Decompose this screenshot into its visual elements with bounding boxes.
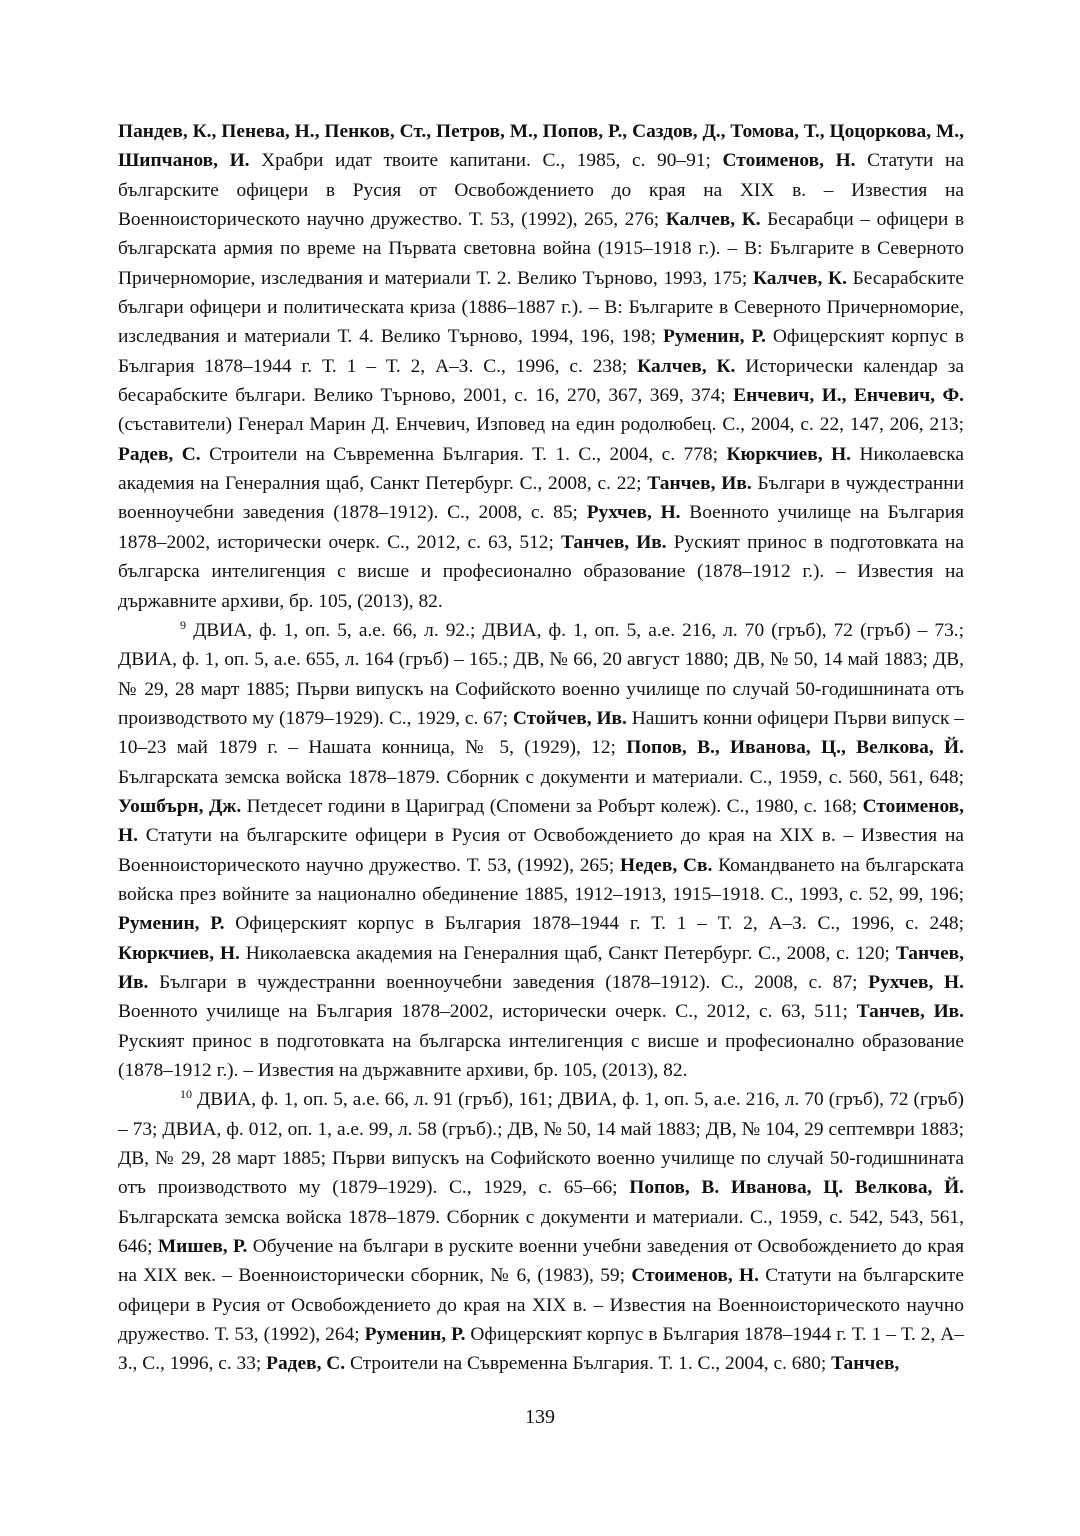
author-name: Руменин, Р. — [663, 326, 766, 348]
citation-text: Статути на българските офицери в Русия от Освобождението до края на XIX в. – Известия на Военноисторическото научно дружество. Т. 53, (1992), 265; — [118, 825, 964, 876]
author-name: Калчев, К. — [665, 209, 761, 231]
author-name: Калчев, К. — [752, 267, 847, 289]
footnote-9 — [118, 616, 964, 1086]
author-name: Стоименов, Н. — [722, 150, 856, 172]
citation-text: (съставители) Генерал Марин Д. Енчевич, Изповед на един родолюбец. С., 2004, с. 22, 147, 206, 213; — [118, 414, 964, 436]
citation-text: Командването на българската войска през войните за национално обединение 1885, 1912–1913, 1915–1918. С., 1993, с. 52, 99, 196; — [118, 854, 964, 905]
author-name: Стойчев, Ив. — [512, 707, 627, 729]
citation-text: Храбри идат твоите капитани. С., 1985, с. 90–91; — [249, 150, 723, 172]
author-name: Стоименов, Н. — [118, 795, 964, 847]
citation-text: Николаевска академия на Генералния щаб, Санкт Петербург. С., 2008, с. 22; — [118, 443, 965, 495]
citation-text: Българската земска войска 1878–1879. Сборник с документи и материали. С., 1959, с. 542, 543, 561, 646; — [118, 1206, 964, 1258]
author-name: Стоименов, Н. — [631, 1265, 759, 1287]
author-name: Мишев, Р. — [157, 1236, 248, 1258]
citation-text: Статути на българските офицери в Русия от Освобождението до края на XIX в. – Известия на Военноисторическото научно дружество. Т. 53, (1992), 264; — [118, 1265, 964, 1346]
citation-text: Строители на Съвременна България. Т. 1. С., 2004, с. 778; — [200, 443, 727, 465]
page-number: 139 — [525, 1406, 555, 1428]
footnote-number: 9 — [180, 617, 186, 632]
author-name: Танчев, Ив. — [118, 942, 964, 993]
citation-text: Руският принос в подготовката на българска интелигенция с висше и професионално образование (1878–1912 г.). – Известия на държавните архиви, бр. 105, (2013), 82. — [118, 531, 964, 612]
footnote-10 — [118, 1085, 964, 1378]
citation-text: Военното училище на България 1878–2002, исторически очерк. С., 2012, с. 63, 512; — [118, 502, 964, 553]
citation-text: ДВИА, ф. 1, оп. 5, а.е. 66, л. 91 (гръб), 161; ДВИА, ф. 1, оп. 5, а.е. 216, л. 70 (гръб), 72 (гръб) – 73; ДВИА, ф. 012, оп. 1, а.е. 99, л. 58 (гръб).; ДВ, № 50, 14 май 1883; ДВ, № 104, 29 септември 1883; ДВ, № 29, 28 март 1885; Първи випускъ на Софийското военно училище по случай 50-годишнината отъ производството му (1879–1929). С., 1929, с. 65–66; — [118, 1089, 964, 1199]
author-name: Енчевич, И., Енчевич, Ф. — [733, 385, 964, 407]
citation-text: Българи в чуждестранни военноучебни заведения (1878–1912). С., 2008, с. 87; — [148, 971, 869, 993]
citation-text: Статути на българските офицери в Русия от Освобождението до края на XIX в. – Известия на Военноисторическото научно дружество. Т. 53, (1992), 265, 276; — [118, 150, 964, 231]
author-name: Рухчев, Н. — [586, 502, 681, 524]
author-name: Недев, Св. — [620, 854, 713, 876]
citation-text: Офицерският корпус в България 1878–1944 г. Т. 1 – Т. 2, А–З., С., 1996, с. 33; — [118, 1324, 964, 1375]
citation-text: ДВИА, ф. 1, оп. 5, а.е. 66, л. 92.; ДВИА, ф. 1, оп. 5, а.е. 216, л. 70 (гръб), 72 (гръб) – 73.; ДВИА, ф. 1, оп. 5, а.е. 655, л. 164 (гръб) – 165.; ДВ, № 66, 20 август 1880; ДВ, № 50, 14 май 1883; ДВ, № 29, 28 март 1885; Първи випускъ на Софийското военно училище по случай 50-годишнината отъ производството му (1879–1929). С., 1929, с. 67; — [118, 619, 964, 729]
author-name: Радев, С. — [266, 1353, 346, 1375]
author-name: Кюркчиев, Н. — [726, 443, 851, 465]
author-name: Калчев, К. — [637, 355, 736, 377]
citation-text: Офицерският корпус в България 1878–1944 г. Т. 1 – Т. 2, А–З. С., 1996, с. 248; — [224, 913, 964, 935]
citation-text: Строители на Съвременна България. Т. 1. С., 2004, с. 680; — [345, 1353, 832, 1375]
author-name: Попов, В. Иванова, Ц. Велкова, Й. — [629, 1177, 964, 1199]
author-name: Пандев, К., Пенева, Н., Пенков, Ст., Петров, М., Попов, Р., Саздов, Д., Томова, Т., Цоцоркова, М., Шипчанов, И. — [118, 121, 964, 172]
author-name: Уошбърн, Дж. — [118, 795, 242, 817]
citation-text: Българската земска войска 1878–1879. Сборник с документи и материали. С., 1959, с. 560, 561, 648; — [118, 766, 964, 788]
citation-text: Николаевска академия на Генералния щаб, Санкт Петербург. С., 2008, с. 120; — [239, 942, 896, 964]
author-name: Рухчев, Н. — [868, 971, 964, 993]
citation-text: Обучение на българи в руските военни учебни заведения от Освобождението до края на XIX век. – Военноисторически сборник, № 6, (1983), 59; — [118, 1236, 964, 1287]
footnote-continuation — [118, 117, 964, 616]
author-name: Попов, В., Иванова, Ц., Велкова, Й. — [626, 737, 964, 759]
author-name: Руменин, Р. — [364, 1324, 466, 1346]
author-name: Танчев, Ив. — [856, 1001, 964, 1023]
author-name: Радев, С. — [118, 443, 201, 465]
author-name: Танчев, Ив. — [647, 473, 752, 495]
author-name: Танчев, Ив. — [560, 531, 667, 553]
citation-text: Бесарабци – офицери в българската армия по време на Първата световна война (1915–1918 г.). – В: Българите в Северното Причерноморие, изследвания и материали Т. 2. Велико Търново, 1993, 175; — [118, 209, 964, 289]
citation-text: Българи в чуждестранни военноучебни заведения (1878–1912). С., 2008, с. 85; — [118, 473, 964, 524]
author-name: Танчев, — [831, 1353, 900, 1375]
page-body — [118, 117, 964, 1379]
citation-text: Нашитъ конни офицери Първи випуск – 10–23 май 1879 г. – Нашата конница, № 5, (1929), 12; — [118, 707, 964, 759]
citation-text: Военното училище на България 1878–2002, исторически очерк. С., 2012, с. 63, 511; — [118, 1001, 857, 1023]
citation-text: Офицерският корпус в България 1878–1944 г. Т. 1 – Т. 2, А–З. С., 1996, с. 238; — [118, 326, 965, 377]
citation-text: Бесарабските българи офицери и политическата криза (1886–1887 г.). – В: Българите в Северното Причерноморие, изследвания и материали Т. 4. Велико Търново, 1994, 196, 198; — [118, 267, 964, 348]
author-name: Кюркчиев, Н. — [118, 942, 240, 964]
citation-text: Руският принос в подготовката на българска интелигенция с висше и професионално образование (1878–1912 г.). – Известия на държавните архиви, бр. 105, (2013), 82. — [118, 1030, 964, 1081]
citation-text: Петдесет години в Цариград (Спомени за Робърт колеж). С., 1980, с. 168; — [241, 795, 863, 817]
author-name: Руменин, Р. — [118, 913, 225, 935]
footnote-number: 10 — [180, 1087, 192, 1102]
citation-text: Исторически календар за бесарабските българи. Велико Търново, 2001, с. 16, 270, 367, 369, 374; — [118, 355, 964, 407]
